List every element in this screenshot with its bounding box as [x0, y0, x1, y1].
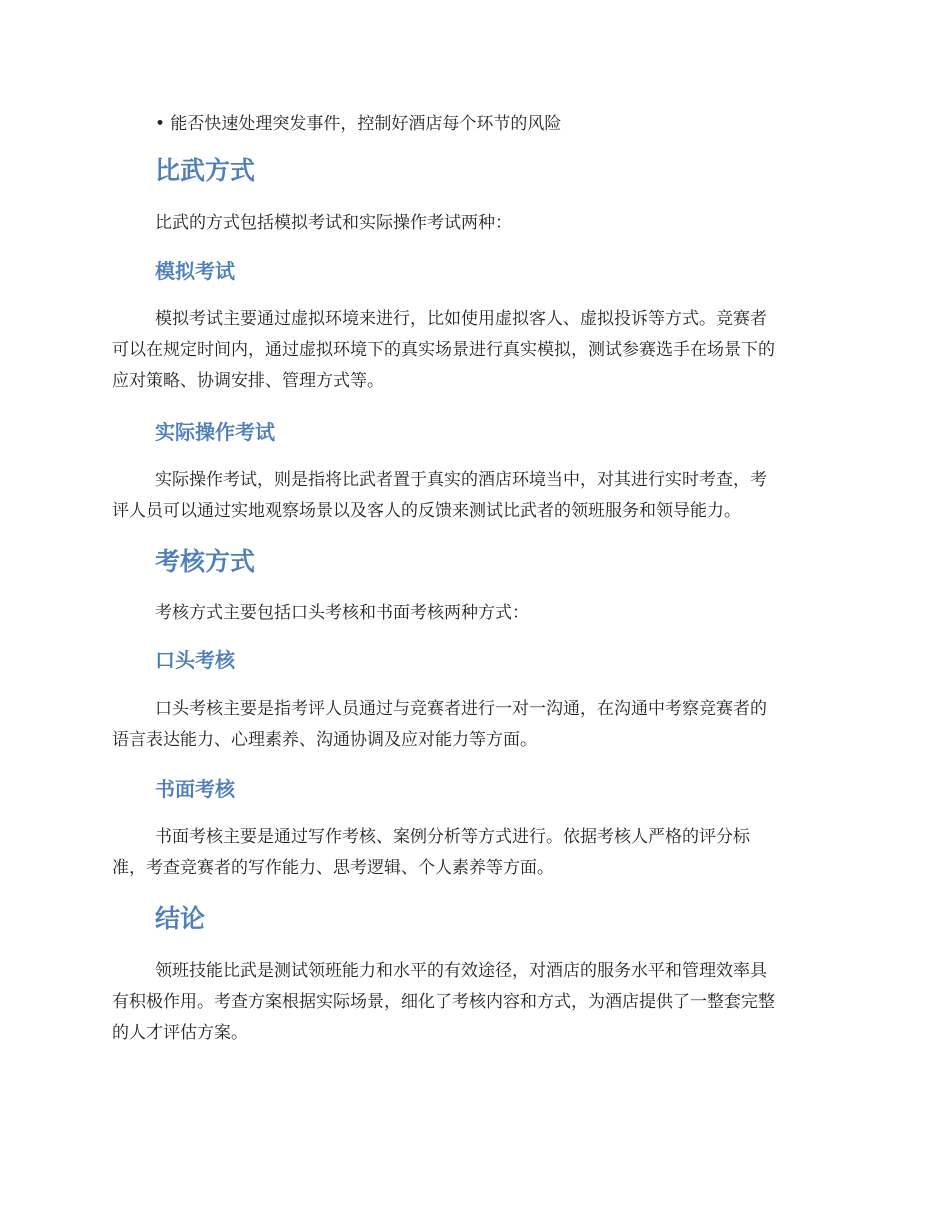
paragraph-line: 有积极作用。考查方案根据实际场景，细化了考核内容和方式，为酒店提供了一整套完整 [112, 992, 775, 1012]
paragraph-shu-mian-kao-he [112, 822, 842, 884]
paragraph-kao-he-intro: 考核方式主要包括口头考核和书面考核两种方式： [155, 603, 529, 623]
subheading-shu-mian-kao-he: 书面考核 [155, 777, 235, 801]
paragraph-mo-ni-kao-shi [112, 304, 842, 397]
paragraph-line: 应对策略、协调安排、管理方式等。 [112, 371, 384, 391]
paragraph-kou-tou-kao-he [112, 694, 842, 756]
paragraph-line: 准，考查竞赛者的写作能力、思考逻辑、个人素养等方面。 [112, 858, 554, 878]
paragraph-shi-ji-cao-zuo-kao-shi [112, 465, 842, 527]
paragraph-line: 模拟考试主要通过虚拟环境来进行，比如使用虚拟客人、虚拟投诉等方式。竞赛者 [155, 309, 767, 329]
subheading-mo-ni-kao-shi: 模拟考试 [155, 259, 235, 283]
paragraph-bi-wu-intro: 比武的方式包括模拟考试和实际操作考试两种： [155, 213, 512, 233]
paragraph-jie-lun [112, 956, 842, 1049]
paragraph-line: 书面考核主要是通过写作考核、案例分析等方式进行。依据考核人严格的评分标 [155, 827, 750, 847]
paragraph-line: 可以在规定时间内，通过虚拟环境下的真实场景进行真实模拟，测试参赛选手在场景下的 [112, 340, 775, 360]
heading-kao-he-fang-shi: 考核方式 [155, 547, 256, 576]
bullet-item: • 能否快速处理突发事件，控制好酒店每个环节的风险 [155, 114, 562, 134]
paragraph-line: 实际操作考试，则是指将比武者置于真实的酒店环境当中，对其进行实时考查，考 [155, 470, 767, 490]
heading-bi-wu-fang-shi: 比武方式 [155, 156, 256, 185]
paragraph-line: 口头考核主要是指考评人员通过与竞赛者进行一对一沟通，在沟通中考察竞赛者的 [155, 699, 767, 719]
heading-jie-lun: 结论 [155, 904, 206, 933]
paragraph-line: 语言表达能力、心理素养、沟通协调及应对能力等方面。 [112, 730, 537, 750]
paragraph-line: 的人才评估方案。 [112, 1023, 248, 1043]
paragraph-line: 领班技能比武是测试领班能力和水平的有效途径，对酒店的服务水平和管理效率具 [155, 961, 767, 981]
subheading-kou-tou-kao-he: 口头考核 [155, 648, 235, 672]
subheading-shi-ji-cao-zuo-kao-shi: 实际操作考试 [155, 420, 275, 444]
paragraph-line: 评人员可以通过实地观察场景以及客人的反馈来测试比武者的领班服务和领导能力。 [112, 501, 741, 521]
